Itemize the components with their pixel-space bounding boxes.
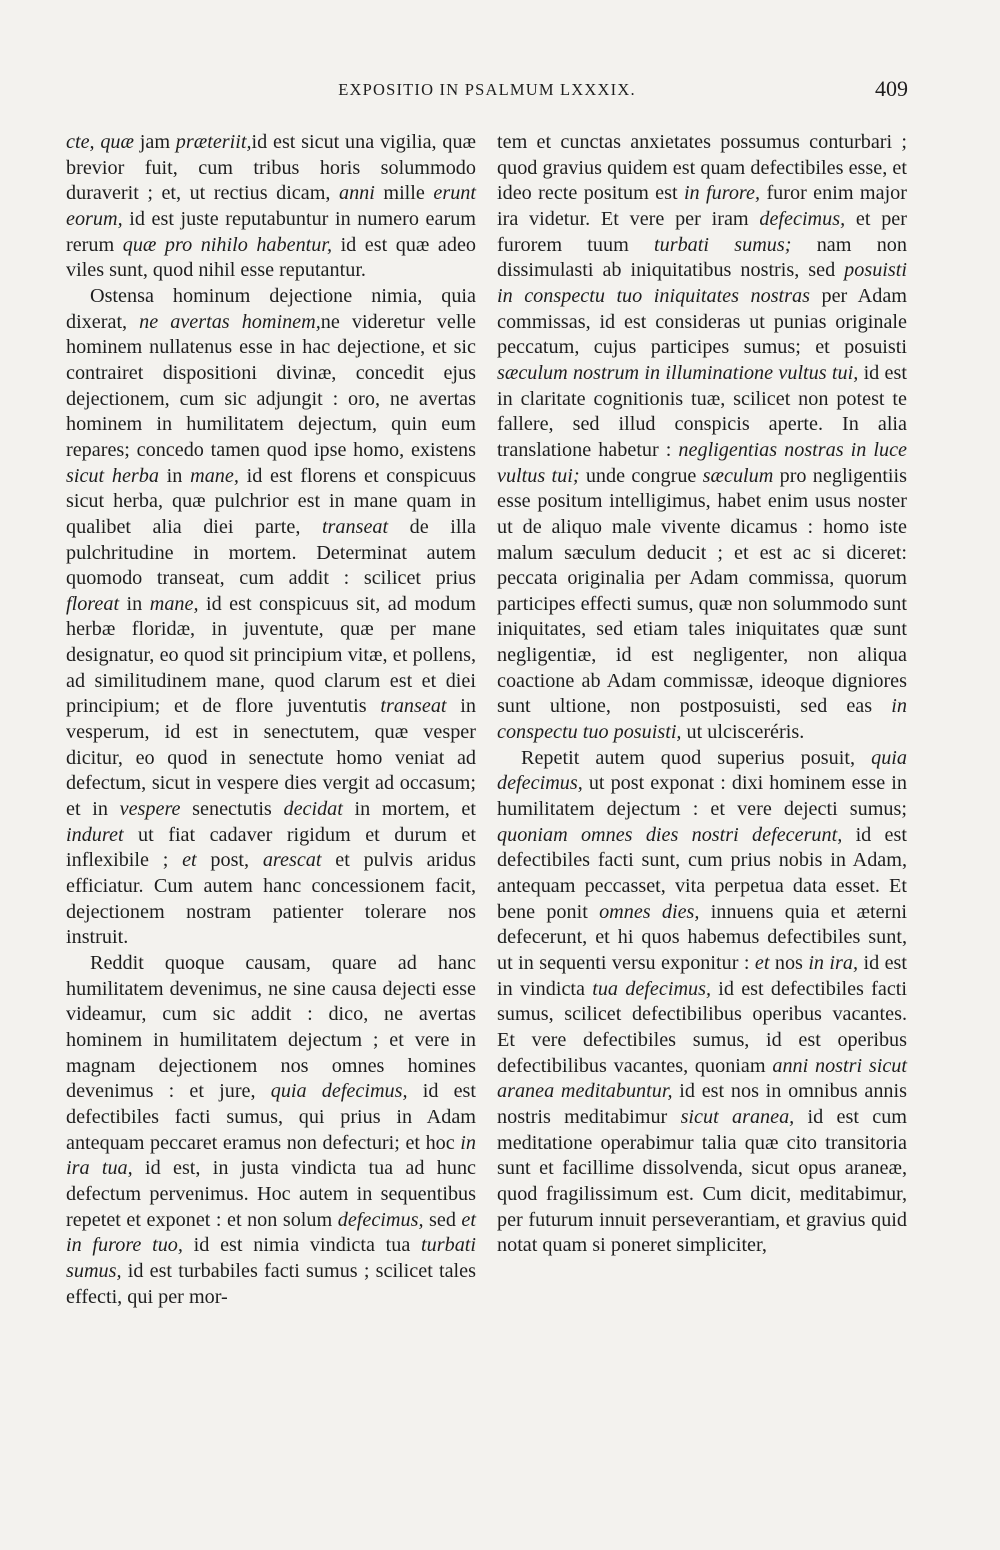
text-run: per Adam commissas, id est consideras ut punias originale peccatum, cujus participes sumus; et posuisti	[497, 284, 907, 359]
text-run: in	[119, 592, 150, 615]
italic-text: sæculum	[702, 464, 774, 487]
text-run: tem et cunctas anxietates possumus conturbari ; quod gravius quidem est quam defectibiles esse, et ideo recte positum est	[497, 131, 907, 205]
text-run: id est, in justa vindicta tua ad hunc defectum pervenimus. Hoc autem in sequentibus repetet et exponet : et non solum	[66, 1157, 476, 1231]
text-run: et per furorem tuum	[497, 207, 907, 256]
italic-text: decidat	[283, 798, 343, 821]
italic-text: arescat	[262, 849, 322, 872]
italic-text: defecimus,	[337, 1208, 424, 1231]
paragraph	[497, 746, 907, 1259]
italic-text: et in furore tuo,	[66, 1208, 476, 1257]
italic-text: in ira,	[808, 952, 859, 974]
text-run: id est nimia vindicta tua	[182, 1234, 422, 1257]
text-run: et pulvis aridus efficiatur. Cum autem hanc concessionem facit, dejectionem nostram patienter tolerare nos instruit.	[66, 849, 476, 949]
text-run: ut ulcisceréris.	[681, 721, 805, 744]
text-run: Reddit quoque causam, quare ad hanc humilitatem devenimus, ne sine causa dejecti esse videamur, cum sic addit : dico, ne avertas hominem in humilitatem dejectum ; et vere in magnam dejectionem nos omnes homines devenimus : et jure,	[66, 952, 476, 1103]
text-run: in vesperum, id est in senectutem, quæ vesper dicitur, eo quod in senectute homo veniat ad defectum, sicut in vespere dies vergit ad occasum; et in	[66, 695, 476, 821]
text-run: id est conspicuus sit, ad modum herbæ floridæ, in juventute, quæ per mane designatur, eo quod sit principium vitæ, et pollens, ad similitudinem mane, quod clarum est et diei principium; et de flore juventutis	[66, 592, 477, 718]
text-run: id est sicut una vigilia, quæ brevior fuit, cum tribus horis solummodo duraverit ; et, ut rectius dicam,	[66, 131, 476, 205]
running-title: EXPOSITIO IN PSALMUM LXXXIX.	[338, 80, 636, 99]
text-run: id est defectibiles facti sunt, cum prius nobis in Adam, antequam peccasset, vita perpetua data esset. Et bene ponit	[497, 823, 907, 923]
paragraph	[66, 951, 476, 1310]
text-run: mille	[374, 182, 434, 205]
italic-text: anni nostri sicut aranea meditabuntur,	[497, 1054, 907, 1103]
italic-text: transeat	[321, 515, 389, 538]
italic-text: quæ pro nihilo habentur,	[122, 233, 333, 256]
italic-text: quia defecimus,	[497, 746, 907, 795]
italic-text: turbati sumus,	[66, 1234, 477, 1282]
italic-text: cte, quæ	[66, 131, 134, 153]
text-run: ne videretur velle hominem nullatenus esse in hac dejectione, et sic contrairet dispositioni divinæ, concedit ejus dejectionem, cum sic adjungit : oro, ne avertas hominem in humilitatem dejectum, quin eum repares; concedo tamen quod ipse homo, existens	[66, 310, 476, 461]
text-run: id est cum meditatione operabimur talia quæ cito transitoria sunt et facillime dissolvenda, sicut opus araneæ, quod fragilissimum est. Cum dicit, meditabimur, per futurum innuit perseverantiam, et gravius quid notat quam si poneret simpliciter,	[497, 1105, 907, 1257]
italic-text: negligentias nostras in luce vultus tui;	[497, 438, 907, 487]
italic-text: erunt eorum,	[66, 182, 476, 230]
page-header	[66, 76, 908, 106]
italic-text: quia defecimus,	[270, 1080, 408, 1103]
text-run: in	[158, 464, 191, 487]
italic-text: induret	[66, 823, 124, 846]
italic-text: in conspectu tuo posuisti,	[497, 695, 907, 744]
paragraph	[497, 130, 907, 746]
italic-text: et	[754, 952, 770, 974]
text-run: id est quæ adeo viles sunt, quod nihil esse reputantur.	[66, 233, 477, 282]
text-run: id est defectibiles facti sumus, scilicet defectibilibus operibus vacantes. Et vere defectibiles sumus, id est operibus defectibilibus vacantes, quoniam	[497, 977, 908, 1077]
text-run: id est juste reputabuntur in numero earum rerum	[66, 207, 476, 256]
italic-text: et	[182, 849, 197, 872]
italic-text: ne avertas hominem,	[139, 310, 321, 333]
italic-text: turbati sumus;	[654, 233, 792, 256]
text-run: nam non dissimulasti ab iniquitatibus nostris, sed	[497, 233, 907, 282]
italic-text: in ira tua,	[66, 1131, 476, 1180]
italic-text: vespere	[119, 798, 181, 821]
italic-text: mane,	[149, 592, 199, 615]
italic-text: defecimus,	[759, 207, 846, 230]
paragraph	[66, 130, 476, 284]
text-run: unde congrue	[579, 464, 703, 487]
text-run: pro negligentiis esse positum intelligimus, habet enim usus noster ut de aliquo male vivente dicamus : homo iste malum sæculum deducit ; et est ac si diceret: peccata originalia per Adam commissa, quorum participes effecti sumus, quæ non solummodo sunt iniquitates, sed etiam tales iniquitates quæ sunt negligentiæ, id est negligenter, non aliqua coactione ab Adam commissæ, ideoque digniores sunt ultione, non postposuisti, sed eas	[497, 464, 908, 718]
left-text-column	[66, 130, 476, 1310]
italic-text: posuisti in conspectu tuo iniquitates nostras	[497, 259, 907, 307]
italic-text: transeat	[380, 695, 447, 718]
text-run: sed	[423, 1208, 462, 1231]
italic-text: sicut herba	[66, 464, 159, 487]
italic-text: omnes dies,	[599, 900, 700, 923]
page-number: 409	[875, 76, 908, 101]
right-text-column	[497, 130, 907, 1259]
italic-text: floreat	[66, 592, 120, 615]
text-run: Repetit autem quod superius posuit,	[521, 746, 872, 769]
text-run: de illa pulchritudine in mortem. Determinat autem quomodo transeat, cum addit : scilicet prius	[66, 515, 476, 590]
paragraph	[66, 284, 476, 951]
italic-text: in furore,	[683, 182, 761, 205]
text-run: senectutis	[180, 798, 284, 821]
italic-text: sæculum nostrum in illuminatione vultus tui,	[497, 361, 859, 384]
text-run: id est in vindicta	[497, 952, 907, 1000]
text-run: id est turbabiles facti sumus ; scilicet tales effecti, qui per mor-	[66, 1259, 476, 1308]
text-run: id est in claritate cognitionis tuæ, scilicet non potest te fallere, sed illud conspicis aperte. In alia translatione habetur :	[497, 361, 907, 461]
text-run: id est nos in omnibus annis nostris meditabimur	[497, 1080, 907, 1128]
text-run: jam	[134, 131, 176, 153]
italic-text: mane,	[190, 464, 239, 487]
text-run: nos	[769, 952, 809, 974]
italic-text: præteriit,	[175, 131, 252, 153]
text-run: id est florens et conspicuus sicut herba, quæ pulchrior est in mane quam in qualibet alia diei parte,	[66, 464, 476, 538]
text-run: innuens quia et æterni defecerunt, et hi quos habemus defectibiles sunt, ut in sequenti versu exponitur :	[497, 900, 907, 974]
text-run: id est defectibiles facti sumus, qui prius in Adam antequam peccaret eramus non defecturi; et hoc	[66, 1080, 476, 1154]
italic-text: tua defecimus,	[592, 977, 712, 1000]
text-run: ut post exponat : dixi hominem esse in humilitatem dejectum : et vere dejecti sumus;	[497, 772, 907, 821]
italic-text: sicut aranea,	[680, 1105, 795, 1128]
text-run: in mortem, et	[342, 798, 477, 821]
italic-text: quoniam omnes dies nostri defecerunt,	[497, 823, 843, 846]
text-run: Ostensa hominum dejectione nimia, quia dixerat,	[66, 284, 476, 333]
text-run: furor enim major ira videtur. Et vere per iram	[497, 182, 907, 230]
text-run: ut fiat cadaver rigidum et durum et inflexibile ;	[66, 823, 476, 872]
text-run: post,	[196, 849, 263, 872]
italic-text: anni	[338, 182, 375, 205]
